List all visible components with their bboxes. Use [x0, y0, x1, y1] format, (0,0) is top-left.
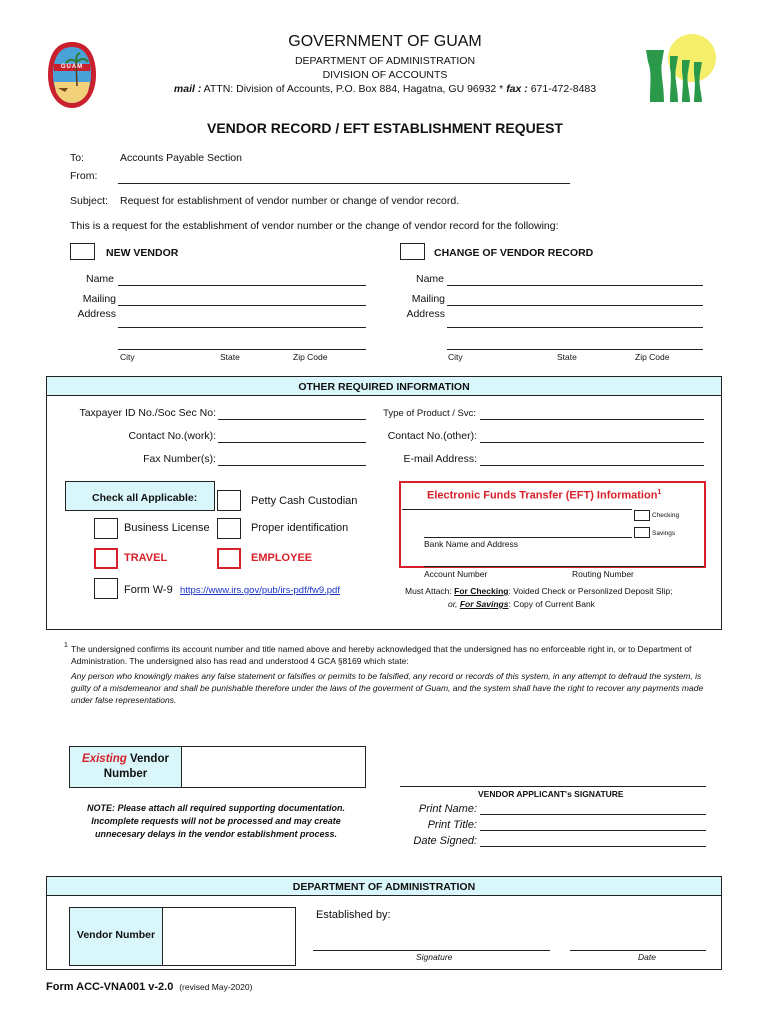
print-name-field[interactable]	[480, 814, 706, 815]
taxpayer-label: Taxpayer ID No./Soc Sec No:	[79, 407, 216, 419]
dept-name: DEPARTMENT OF ADMINISTRATION	[294, 55, 476, 67]
change-city-state-zip-field[interactable]	[447, 349, 703, 350]
savings-label: Savings	[652, 530, 676, 537]
must-attach-line2: or, For Savings: Copy of Current Bank	[448, 599, 595, 609]
change-mailing-field[interactable]	[447, 305, 703, 306]
form-footer: Form ACC-VNA001 v-2.0 (revised May-2020)	[46, 981, 253, 993]
contact-other-label: Contact No.(other):	[387, 430, 477, 442]
signature-title: VENDOR APPLICANT's SIGNATURE	[478, 789, 624, 799]
established-date-field[interactable]	[570, 950, 706, 951]
change-city-label: City	[448, 352, 463, 362]
existing-vendor-label: Existing Vendor Number	[82, 753, 169, 780]
subject-value: Request for establishment of vendor number or change of vendor record.	[120, 195, 460, 207]
note-text: NOTE: Please attach all required supporting documentation. Incomplete requests will not be processed and may create unnecesary delays in the vendor establishment process.	[86, 803, 346, 839]
change-vendor-title: CHANGE OF VENDOR RECORD	[434, 247, 594, 259]
change-address-label: Address	[406, 308, 445, 320]
taxpayer-field[interactable]	[218, 419, 366, 420]
contact-work-field[interactable]	[218, 442, 366, 443]
email-field[interactable]	[480, 465, 704, 466]
w9-checkbox[interactable]	[94, 578, 118, 599]
division-name: DIVISION OF ACCOUNTS	[322, 69, 448, 81]
change-address-field[interactable]	[447, 327, 703, 328]
checking-checkbox[interactable]	[634, 510, 650, 521]
proper-id-checkbox[interactable]	[217, 518, 241, 539]
doa-vendor-number-label: Vendor Number	[76, 929, 156, 941]
change-zip-label: Zip Code	[635, 352, 670, 362]
established-date-label: Date	[638, 952, 656, 962]
fax-label: Fax Number(s):	[143, 453, 216, 465]
new-mailing-field[interactable]	[118, 305, 366, 306]
change-name-label: Name	[415, 273, 444, 285]
intro-text: This is a request for the establishment of vendor number or the change of vendor record for the following:	[70, 220, 559, 232]
eft-title: Electronic Funds Transfer (EFT) Information$^1$	[427, 489, 662, 502]
new-address-label: Address	[77, 308, 116, 320]
new-name-label: Name	[85, 273, 114, 285]
change-mailing-label: Mailing	[411, 293, 445, 305]
account-number-label: Account Number	[424, 569, 488, 579]
new-mailing-label: Mailing	[82, 293, 116, 305]
to-value: Accounts Payable Section	[120, 152, 242, 164]
bank-name-label: Bank Name and Address	[424, 539, 519, 549]
checking-label: Checking	[652, 512, 680, 519]
business-license-label: Business License	[124, 522, 210, 534]
doa-vendor-number-field[interactable]	[164, 908, 295, 965]
footnote-quote: Any person who knowingly makes any false statement or falsifies or permits to be falsified, any record or records of this system, in any attempt to defraud the system, is guilty of a misdemeanor and shall be punishable therefore under the laws of the goverment of Guam, and the system shall have the right to recover any payments made under false representations.	[71, 671, 704, 705]
petty-cash-checkbox[interactable]	[217, 490, 241, 511]
new-vendor-title: NEW VENDOR	[106, 247, 179, 259]
applicable-title: Check all Applicable:	[92, 492, 198, 504]
product-label: Type of Product / Svc:	[383, 408, 476, 419]
savings-checkbox[interactable]	[634, 527, 650, 538]
gov-title: GOVERNMENT OF GUAM	[288, 33, 482, 50]
new-city-state-zip-field[interactable]	[118, 349, 366, 350]
print-title-field[interactable]	[480, 830, 706, 831]
print-name-label: Print Name:	[418, 803, 477, 815]
seal-text: GUAM	[60, 64, 84, 70]
other-info-title: OTHER REQUIRED INFORMATION	[46, 376, 722, 396]
contact-other-field[interactable]	[480, 442, 704, 443]
w9-link[interactable]: https://www.irs.gov/pub/irs-pdf/fw9.pdf	[180, 585, 340, 596]
change-state-label: State	[557, 352, 577, 362]
new-address-field[interactable]	[118, 327, 366, 328]
travel-label: TRAVEL	[124, 552, 168, 564]
change-name-field[interactable]	[447, 285, 703, 286]
footnote-text: The undersigned confirms its account number and title named above and hereby acknowledged that the undersigned has no enforceable right in, or to Department of Administration. The undersigned also has read and understood 4 GCA §8169 which state:	[71, 644, 692, 666]
vendor-signature-field[interactable]	[400, 786, 706, 787]
to-label: To:	[70, 152, 85, 164]
from-label: From:	[70, 170, 98, 182]
fax-field[interactable]	[218, 465, 366, 466]
travel-checkbox[interactable]	[94, 548, 118, 569]
footnote-sup: 1	[64, 642, 68, 649]
subject-label: Subject:	[70, 195, 108, 207]
form-title: VENDOR RECORD / EFT ESTABLISHMENT REQUEST	[207, 120, 563, 136]
w9-label: Form W-9	[124, 584, 173, 596]
established-signature-label: Signature	[416, 952, 453, 962]
mail-line: mail : ATTN: Division of Accounts, P.O. Box 884, Hagatna, GU 96932 * fax : 671-472-8483	[173, 83, 597, 95]
must-attach-line1: Must Attach: For Checking: Voided Check or Personlized Deposit Slip;	[405, 586, 673, 596]
employee-label: EMPLOYEE	[251, 552, 313, 564]
date-signed-field[interactable]	[480, 846, 706, 847]
routing-number-label: Routing Number	[572, 569, 634, 579]
proper-id-label: Proper identification	[251, 522, 349, 534]
eft-title-rule	[402, 509, 632, 510]
petty-cash-label: Petty Cash Custodian	[251, 495, 358, 507]
product-field[interactable]	[480, 419, 704, 420]
contact-work-label: Contact No.(work):	[128, 430, 216, 442]
from-field[interactable]	[118, 183, 570, 184]
new-state-label: State	[220, 352, 240, 362]
new-city-label: City	[120, 352, 135, 362]
date-signed-label: Date Signed:	[413, 835, 477, 847]
print-title-label: Print Title:	[427, 819, 477, 831]
doa-title: DEPARTMENT OF ADMINISTRATION	[46, 876, 722, 896]
change-vendor-checkbox[interactable]	[400, 243, 425, 260]
business-license-checkbox[interactable]	[94, 518, 118, 539]
email-label: E-mail Address:	[403, 453, 477, 465]
new-name-field[interactable]	[118, 285, 366, 286]
bank-name-field[interactable]	[424, 537, 632, 538]
established-by-label: Established by:	[316, 909, 391, 921]
new-zip-label: Zip Code	[293, 352, 328, 362]
account-number-field[interactable]	[424, 566, 704, 567]
existing-vendor-number-field[interactable]	[182, 747, 365, 787]
established-signature-field[interactable]	[313, 950, 550, 951]
employee-checkbox[interactable]	[217, 548, 241, 569]
new-vendor-checkbox[interactable]	[70, 243, 95, 260]
